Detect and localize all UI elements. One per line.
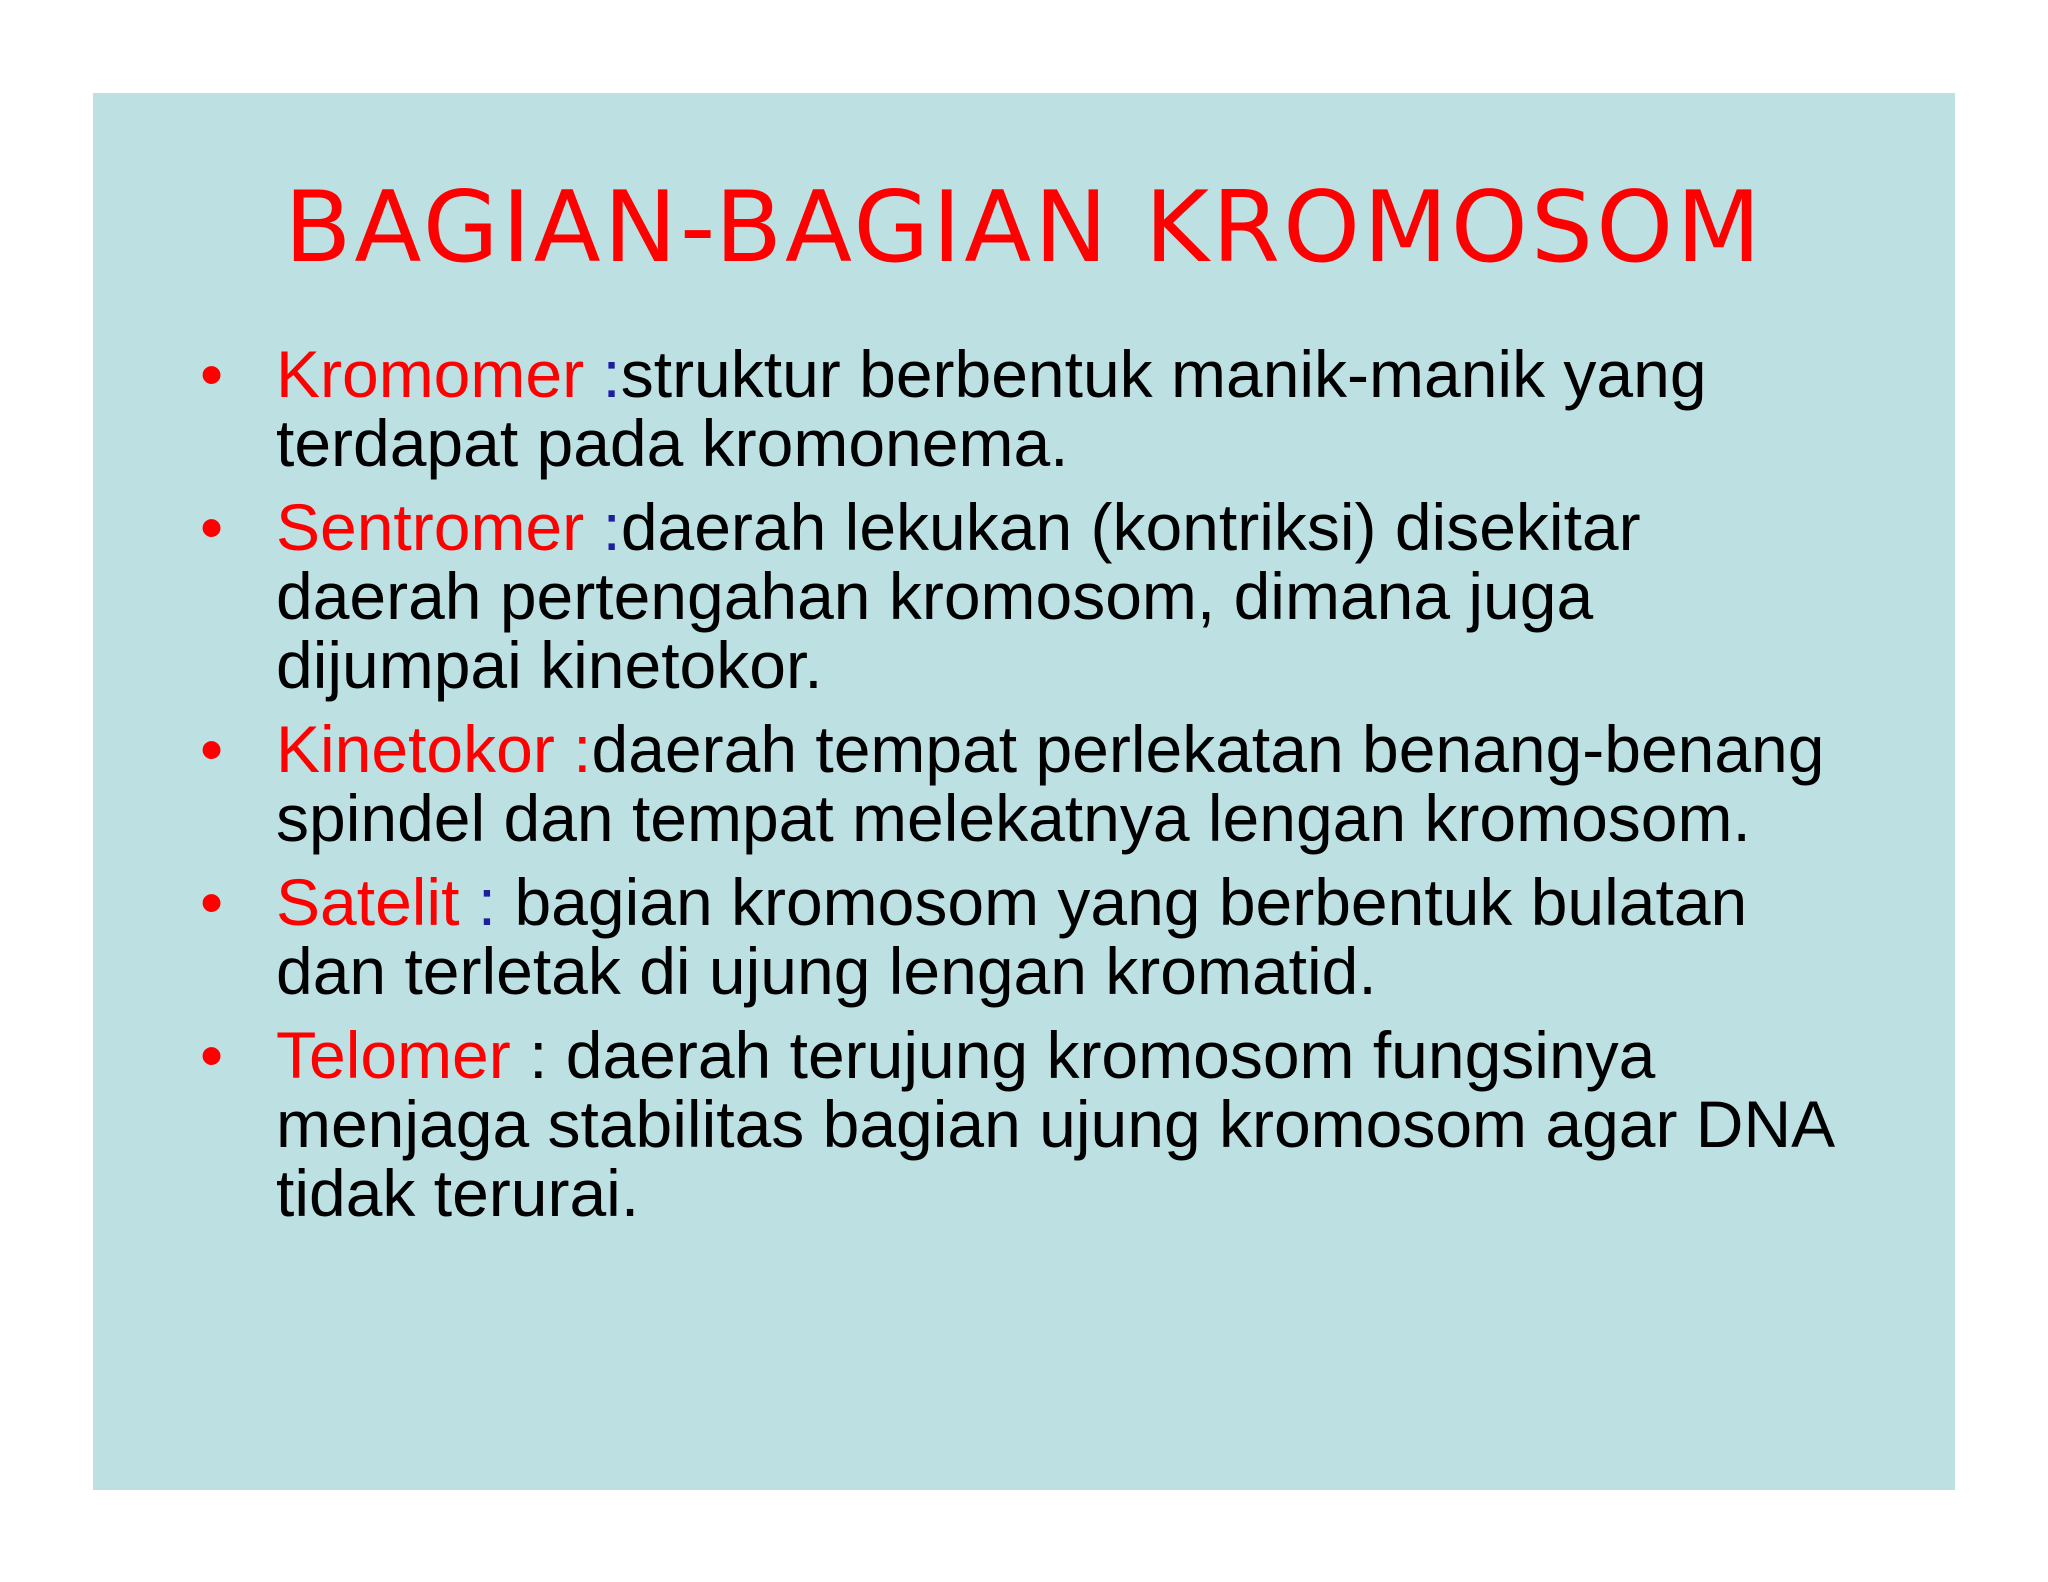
list-item-kromomer [200, 337, 1840, 480]
definition-list [200, 337, 1840, 1243]
term-satelit: Satelit [276, 865, 478, 939]
list-item-sentromer [200, 490, 1840, 702]
slide-title: BAGIAN-BAGIAN KROMOSOM [284, 171, 1764, 285]
separator-colon: : [477, 865, 497, 939]
list-item-kinetokor [200, 712, 1840, 855]
bullet-icon: • [200, 712, 224, 786]
separator-colon: : [602, 337, 621, 411]
definition-kinetokor: daerah tempat perlekatan benang-benang spindel dan tempat melekatnya lengan kromosom. [276, 712, 1825, 855]
list-item-telomer [200, 1018, 1840, 1230]
term-telomer: Telomer [276, 1018, 530, 1092]
term-sentromer: Sentromer [276, 490, 603, 564]
separator-colon: : [602, 490, 621, 564]
definition-sentromer: daerah lekukan (kontriksi) disekitar daerah pertengahan kromosom, dimana juga dijumpai kinetokor. [276, 490, 1641, 702]
term-kinetokor: Kinetokor [276, 712, 574, 786]
bullet-icon: • [200, 1018, 224, 1092]
list-item-satelit [200, 865, 1840, 1008]
definition-satelit: bagian kromosom yang berbentuk bulatan dan terletak di ujung lengan kromatid. [276, 865, 1748, 1008]
bullet-icon: • [200, 490, 224, 564]
bullet-icon: • [200, 865, 224, 939]
separator-colon: : [573, 712, 592, 786]
definition-kromomer: struktur berbentuk manik-manik yang terdapat pada kromonema. [276, 337, 1707, 480]
separator-colon: : [529, 1018, 548, 1092]
definition-telomer: daerah terujung kromosom fungsinya menjaga stabilitas bagian ujung kromosom agar DNA tidak terurai. [276, 1018, 1832, 1230]
bullet-icon: • [200, 337, 224, 411]
term-kromomer: Kromomer [276, 337, 603, 411]
